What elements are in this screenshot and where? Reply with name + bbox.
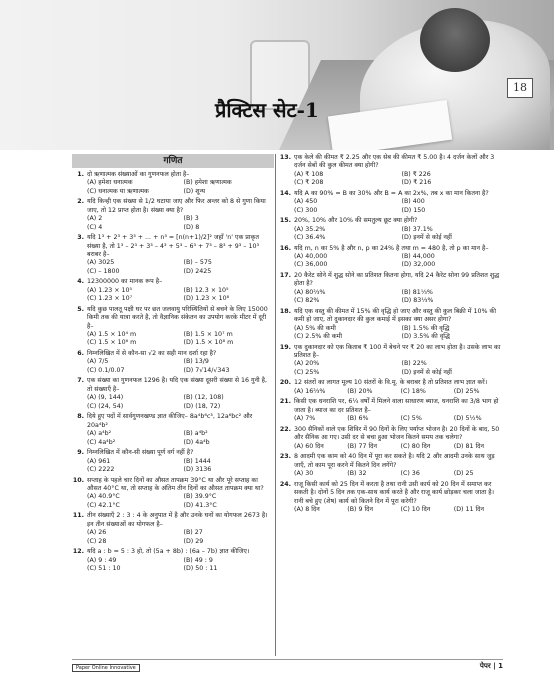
- answer-option[interactable]: (B) 3: [183, 215, 199, 223]
- option-list: [294, 253, 503, 270]
- question-item: [279, 245, 503, 270]
- question-number: 17.: [279, 272, 291, 280]
- answer-option[interactable]: (A) 3025: [87, 259, 115, 267]
- answer-option[interactable]: (C) 36.4%: [294, 234, 326, 242]
- option-list: [294, 289, 503, 306]
- answer-option[interactable]: (A) 1.23 × 10⁵: [87, 286, 133, 294]
- section-heading: गणित: [72, 154, 274, 168]
- answer-option[interactable]: (D) 1.23 × 10⁸: [183, 295, 230, 303]
- answer-option[interactable]: (C) 42.1°C: [87, 501, 120, 509]
- answer-option[interactable]: (B) – 575: [183, 259, 212, 267]
- answer-option[interactable]: (A) 40,000: [294, 253, 328, 261]
- answer-option[interactable]: (B) 13/9: [183, 358, 209, 366]
- question-item: [279, 272, 503, 306]
- question-list-right: [279, 154, 503, 514]
- answer-option[interactable]: (B) 32: [347, 470, 367, 478]
- answer-option[interactable]: (B) 49 : 9: [183, 556, 213, 564]
- answer-option[interactable]: (B) (12, 108): [183, 394, 224, 402]
- question-text: एक दुकानदार को एक किताब ₹ 100 में बेचने पर ₹ 20 का लाभ होता है। उसके लाभ का प्रतिशत है–: [294, 343, 501, 360]
- answer-option[interactable]: (D) इनमें से कोई नहीं: [401, 368, 452, 376]
- question-item: [72, 198, 274, 232]
- left-column: [72, 154, 274, 576]
- question-text: राजू किसी कार्य को 25 दिन में करता है तथा रानी उसी कार्य को 20 दिन में समाप्त कर सकती है। दोनों 5 दिन तक एक-साथ कार्य करते है और राजू कार्य छोड़कर चला जाता है। रानी बचे हुए (शेष) कार्य को कितने दिन में पूरा करेगी?: [294, 480, 495, 505]
- answer-option[interactable]: (B) 37.1%: [401, 225, 433, 233]
- option-list: [294, 171, 503, 188]
- question-text: यदि m, n का 5% है और n, p का 24% है तथा m = 480 है, तो p का मान है–: [294, 244, 489, 252]
- question-item: [72, 278, 274, 303]
- answer-option[interactable]: (B) 12.3 × 10⁵: [183, 286, 229, 294]
- page-number: पेपर | 1: [479, 662, 503, 670]
- question-text: 8 आदमी एक काम को 40 दिन में पूरा कर सकते है। यदि 2 और आदमी उनके साथ जुड़ जाएँ, तो काम पूरा करने में कितने दिन लगेंगे?: [294, 453, 495, 469]
- question-text: दिये हुए पदों में सार्वगुणनखण्ड ज्ञात कीजिए– 8a⁴b⁶c³, 12a⁶bc² और 20a⁴b²: [87, 413, 253, 429]
- answer-option[interactable]: (A) ₹ 108: [294, 170, 324, 178]
- question-item: [72, 512, 274, 546]
- question-number: 11.: [72, 512, 84, 520]
- question-text: निम्नलिखित में कौन-सी संख्या पूर्ण वर्ग नहीं है?: [87, 449, 194, 457]
- question-number: 8.: [77, 413, 84, 421]
- question-list-left: [72, 171, 274, 573]
- question-text: दो ऋणात्मक संख्याओं का गुणनफल होता है–: [87, 171, 190, 178]
- option-list: [294, 506, 503, 514]
- option-list: [87, 179, 274, 196]
- answer-option[interactable]: (A) a⁴b²: [87, 430, 112, 438]
- option-list: [87, 331, 274, 348]
- question-text: 300 सैनिकों वाले एक शिविर में 90 दिनों के लिए पर्याप्त भोजन है। 20 दिनों के बाद, 50 और सैनिक आ गए। उसी दर से बचा हुआ भोजन कितने समय तक चलेगा?: [294, 425, 500, 442]
- question-number: 3.: [77, 234, 84, 242]
- answer-option[interactable]: (B) ₹ 226: [401, 170, 431, 178]
- answer-option[interactable]: (D) 50 : 11: [183, 564, 218, 572]
- answer-option[interactable]: (B) 27: [183, 529, 203, 537]
- option-list: [87, 287, 274, 304]
- answer-option[interactable]: (D) 41.3°C: [183, 501, 217, 509]
- answer-option[interactable]: (D) 150: [401, 206, 426, 214]
- answer-option[interactable]: (C) ₹ 208: [294, 179, 324, 187]
- question-item: [279, 308, 503, 342]
- question-text: एक संख्या का गुणनफल 1296 है। यदि एक संख्या दूसरी संख्या से 16 गुनी है, तो संख्याएँ है–: [87, 377, 267, 393]
- option-list: [87, 529, 274, 546]
- answer-option[interactable]: (A) 80⅔%: [294, 288, 326, 296]
- answer-option[interactable]: (A) 60 दिन: [294, 442, 324, 450]
- footer-divider: [72, 659, 503, 660]
- question-item: [279, 217, 503, 242]
- answer-option[interactable]: (A) 20%: [294, 360, 320, 368]
- question-text: यदि a : b = 5 : 3 हो, तो (5a + 8b) : (6a – 7b) ज्ञात कीजिए।: [87, 548, 250, 556]
- answer-option[interactable]: (A) 16⅔%: [294, 387, 326, 395]
- option-list: [294, 360, 503, 377]
- question-number: 23.: [279, 453, 291, 461]
- answer-option[interactable]: (B) 81⅓%: [401, 288, 433, 296]
- answer-option[interactable]: (A) 450: [294, 198, 318, 206]
- answer-option[interactable]: (C) 5%: [400, 415, 422, 423]
- question-number: 22.: [279, 425, 291, 433]
- question-item: [72, 171, 274, 196]
- question-item: [72, 449, 274, 474]
- answer-option[interactable]: (B) 1.5 × 10⁷ m: [183, 331, 233, 339]
- answer-option[interactable]: (C) 4: [87, 223, 103, 231]
- option-list: [87, 394, 274, 411]
- question-item: [72, 350, 274, 375]
- desk-number-sign: 18: [507, 78, 533, 98]
- answer-option[interactable]: (B) 9 दिन: [347, 505, 373, 513]
- question-text: यदि किन्ही एक संख्या से 1/2 घटाया जाए और फिर अन्तर को 8 से गुणा किया जाए, तो 12 प्राप्त होता है। संख्या क्या है?: [87, 198, 266, 214]
- answer-option[interactable]: (B) 1.5% की वृद्धि: [401, 324, 450, 332]
- question-number: 5.: [77, 305, 84, 313]
- option-list: [294, 325, 503, 342]
- question-number: 21.: [279, 398, 291, 406]
- answer-option[interactable]: (A) (9, 144): [87, 394, 124, 402]
- option-list: [294, 470, 503, 478]
- option-list: [87, 259, 274, 276]
- question-number: 24.: [279, 480, 291, 488]
- answer-option[interactable]: (D) 7√14/√343: [183, 366, 230, 374]
- question-item: [72, 548, 274, 573]
- answer-option[interactable]: (C) 10 दिन: [400, 505, 431, 513]
- answer-option[interactable]: (C) 80 दिन: [400, 442, 431, 450]
- question-number: 13.: [279, 154, 291, 161]
- answer-option[interactable]: (A) 5% की कमी: [294, 324, 336, 332]
- answer-option[interactable]: (D) 32,000: [401, 261, 436, 269]
- question-number: 10.: [72, 476, 84, 484]
- question-text: निम्नलिखित में से कौन-सा √2 का सही मान दर्शा रहा है?: [87, 350, 217, 358]
- answer-option[interactable]: (B) a⁴b²: [183, 430, 208, 438]
- answer-option[interactable]: (B) 400: [401, 198, 425, 206]
- question-number: 19.: [279, 343, 291, 351]
- question-item: [72, 234, 274, 276]
- option-list: [294, 198, 503, 215]
- question-number: 18.: [279, 307, 291, 315]
- answer-option[interactable]: (D) ₹ 216: [401, 179, 432, 187]
- answer-option[interactable]: (C) धनात्मक या ऋणात्मक: [87, 187, 149, 195]
- question-text: 20 कैरेट सोने में शुद्ध सोने का प्रतिशत कितना होगा, यदि 24 कैरेट सोना 99 प्रतिशत शुद्ध होता है?: [294, 272, 500, 288]
- answer-option[interactable]: (A) 7%: [294, 415, 316, 423]
- question-number: 2.: [77, 198, 84, 206]
- answer-option[interactable]: (C) 51 : 10: [87, 564, 121, 572]
- answer-option[interactable]: (A) 35.2%: [294, 225, 326, 233]
- question-item: [279, 481, 503, 515]
- question-item: [279, 154, 503, 188]
- answer-option[interactable]: (D) 83⅓%: [401, 297, 434, 305]
- answer-option[interactable]: (B) 6%: [347, 415, 369, 423]
- question-text: किसी एक धनराशि पर, 6¼ वर्षों में मिलने वाला साधारण ब्याज, धनराशि का 3/8 भाग हो जाता है। ब्याज का दर प्रतिशत है–: [294, 398, 499, 414]
- option-list: [87, 493, 274, 510]
- answer-option[interactable]: (D) 8: [183, 223, 200, 231]
- option-list: [294, 443, 503, 451]
- answer-option[interactable]: (A) 961: [87, 457, 111, 465]
- answer-option[interactable]: (A) 1.5 × 10⁴ m: [87, 331, 137, 339]
- question-item: [279, 190, 503, 215]
- question-number: 12.: [72, 548, 84, 556]
- question-item: [72, 477, 274, 511]
- option-list: [87, 215, 274, 232]
- question-number: 14.: [279, 189, 291, 197]
- answer-option[interactable]: (B) 20%: [347, 387, 373, 395]
- answer-option[interactable]: (A) 7/5: [87, 358, 109, 366]
- option-list: [294, 388, 503, 396]
- option-list: [87, 458, 274, 475]
- answer-option[interactable]: (D) इनमें से कोई नहीं: [401, 234, 452, 242]
- answer-option[interactable]: (D) 5½%: [453, 415, 482, 423]
- question-text: तीन संख्याएँ 2 : 3 : 4 के अनुपात में है और उनके घनों का योगफल 2673 है। इन तीन संख्याओं का योगफल है–: [87, 512, 268, 528]
- answer-option[interactable]: (C) 2.5% की कमी: [294, 333, 343, 341]
- question-item: [279, 453, 503, 478]
- answer-option[interactable]: (D) 25%: [453, 387, 480, 395]
- answer-option[interactable]: (C) 2222: [87, 465, 115, 473]
- student-head-photo: [420, 8, 490, 72]
- answer-option[interactable]: (D) 2425: [183, 267, 212, 275]
- answer-option[interactable]: (B) हमेशा ऋणात्मक: [183, 179, 232, 187]
- question-text: सप्ताह के पहले चार दिनों का औसत तापक्रम 39°C था और पूरे सप्ताह का औसत 40°C था, तो सप्ताह के अंतिम तीन दिनों का औसत तापक्रम क्या था?: [87, 476, 264, 492]
- question-text: यदि एक वस्तु की कीमत में 15% की वृद्धि हो जाए और वस्तु की कुल बिक्री में 10% की कमी हो जाए, तो दुकानदार की कुल कमाई में इसका क्या असर होगा?: [294, 307, 497, 324]
- answer-option[interactable]: (A) 30: [294, 470, 314, 478]
- question-number: 1.: [77, 171, 84, 178]
- answer-option[interactable]: (B) 44,000: [401, 253, 435, 261]
- answer-option[interactable]: (D) 4a⁴b: [183, 438, 210, 446]
- answer-option[interactable]: (D) 3.5% की वृद्धि: [401, 333, 450, 341]
- answer-option[interactable]: (C) 36: [400, 470, 420, 478]
- answer-option[interactable]: (C) 1.5 × 10⁶ m: [87, 339, 137, 347]
- option-list: [294, 415, 503, 423]
- option-list: [87, 557, 274, 574]
- question-text: 12 संतरों का लागत मूल्य 10 संतरों के वि.मू. के बराबर है तो प्रतिशत लाभ ज्ञात करें।: [294, 379, 488, 387]
- question-number: 16.: [279, 244, 291, 252]
- answer-option[interactable]: (C) 28: [87, 537, 107, 545]
- question-number: 4.: [77, 278, 84, 286]
- question-item: [279, 426, 503, 451]
- question-item: [279, 379, 503, 396]
- answer-option[interactable]: (B) 39.9°C: [183, 493, 217, 501]
- question-number: 15.: [279, 217, 291, 225]
- answer-option[interactable]: (C) – 1800: [87, 267, 120, 275]
- answer-option[interactable]: (D) 11 दिन: [453, 505, 484, 513]
- question-number: 20.: [279, 379, 291, 387]
- answer-option[interactable]: (C) 300: [294, 206, 318, 214]
- column-divider: [275, 154, 276, 656]
- answer-option[interactable]: (D) 1.5 × 10⁸ m: [183, 339, 234, 347]
- question-item: [72, 413, 274, 447]
- option-list: [87, 358, 274, 375]
- answer-option[interactable]: (A) 40.9°C: [87, 493, 120, 501]
- answer-option[interactable]: (A) 9 : 49: [87, 556, 117, 564]
- answer-option[interactable]: (D) शून्य: [183, 187, 206, 195]
- answer-option[interactable]: (D) 81 दिन: [453, 442, 484, 450]
- answer-option[interactable]: (C) 1.23 × 10⁷: [87, 295, 133, 303]
- question-text: 20%, 10% और 10% की समतुल्य छूट क्या होगी?: [294, 217, 418, 225]
- answer-option[interactable]: (C) 82%: [294, 297, 320, 305]
- question-item: [279, 344, 503, 378]
- answer-option[interactable]: (A) 26: [87, 529, 107, 537]
- header-banner: [0, 0, 554, 150]
- answer-option[interactable]: (A) हमेशा धनात्मक: [87, 179, 133, 187]
- question-text: 12300000 का मानक रूप है–: [87, 278, 163, 286]
- answer-option[interactable]: (D) (18, 72): [183, 402, 221, 410]
- question-text: यदि 1³ + 2³ + 3³ + ... + n³ = [n(n+1)/2]² जहाँ 'n' एक प्राकृत संख्या है, तो 1³ – 2³ + 3³ – 4³ + 5³ – 6³ + 7³ – 8³ + 9³ – 10³ बराबर है–: [87, 234, 259, 259]
- answer-option[interactable]: (C) 36,000: [294, 261, 328, 269]
- answer-option[interactable]: (D) 29: [183, 537, 204, 545]
- answer-option[interactable]: (C) 4a⁴b²: [87, 438, 116, 446]
- question-text: एक केले की कीमत ₹ 2.25 और एक सेब की कीमत ₹ 5.00 है। 4 दर्जन केलों और 3 दर्जन सेबों की कुल कीमत क्या होगी?: [294, 154, 495, 170]
- right-column: [279, 154, 503, 517]
- answer-option[interactable]: (C) 25%: [294, 368, 320, 376]
- answer-option[interactable]: (B) 77 दिन: [347, 442, 377, 450]
- page-title: प्रैक्टिस सेट-1: [215, 98, 319, 122]
- page-footer: [72, 662, 503, 674]
- publisher-logo: Paper Online Innovative: [72, 664, 140, 672]
- answer-option[interactable]: (A) 8 दिन: [294, 505, 320, 513]
- question-number: 7.: [77, 377, 84, 385]
- answer-option[interactable]: (D) 25: [453, 470, 474, 478]
- question-number: 9.: [77, 449, 84, 457]
- answer-option[interactable]: (B) 1444: [183, 457, 211, 465]
- answer-option[interactable]: (C) 18%: [400, 387, 426, 395]
- question-item: [72, 377, 274, 411]
- option-list: [87, 430, 274, 447]
- question-text: यदि कुछ पालतू पक्षी घर पर छत जलवायु परिस्थितियों से बचने के लिए 15000 किमी तक की यात्रा करते है, तो वैज्ञानिक संकेतन का उपयोग करके मीटर में दूरी है–: [87, 305, 268, 330]
- option-list: [294, 226, 503, 243]
- question-text: यदि A का 90% = B का 30% और B = A का 2x%, तब x का मान कितना है?: [294, 189, 489, 197]
- answer-option[interactable]: (A) 2: [87, 215, 103, 223]
- answer-option[interactable]: (B) 22%: [401, 360, 427, 368]
- answer-option[interactable]: (C) 0.1/0.07: [87, 366, 125, 374]
- answer-option[interactable]: (C) (24, 54): [87, 402, 124, 410]
- question-item: [72, 306, 274, 348]
- question-number: 6.: [77, 350, 84, 358]
- question-item: [279, 398, 503, 423]
- answer-option[interactable]: (D) 3136: [183, 465, 212, 473]
